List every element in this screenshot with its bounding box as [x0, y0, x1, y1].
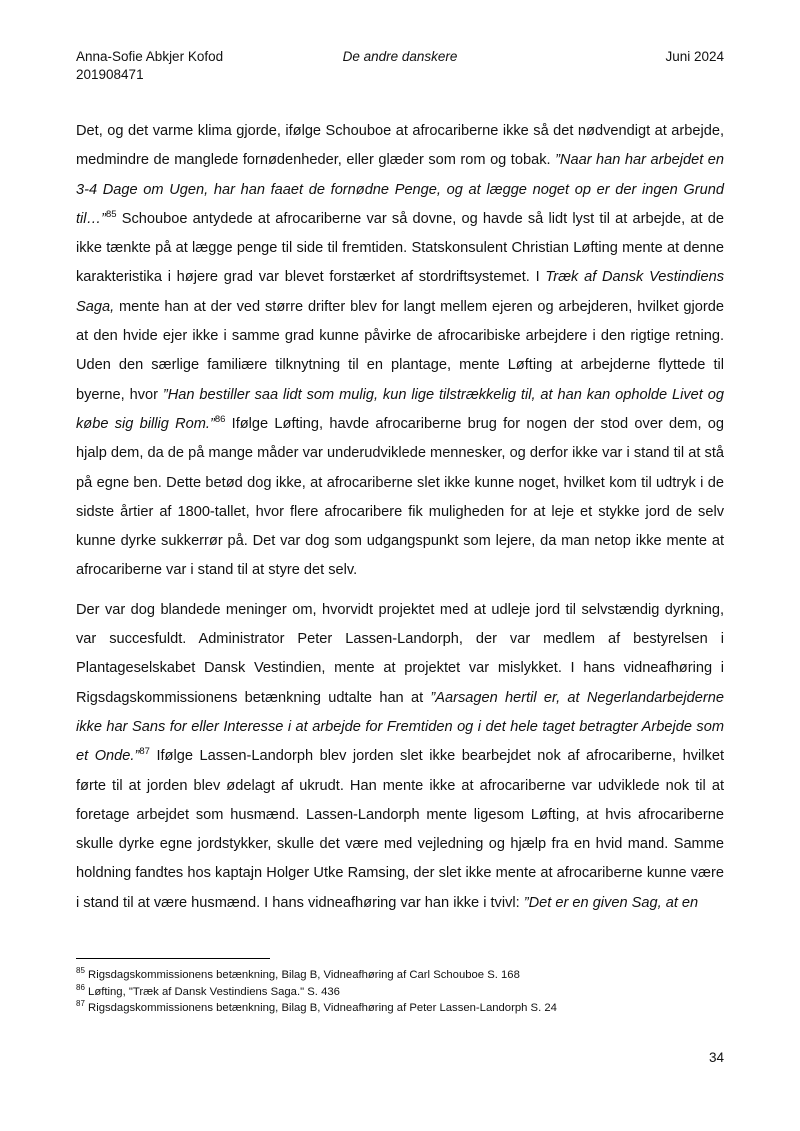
quote: ”Det er en given Sag, at en: [523, 894, 699, 911]
footnote-text: Løfting, "Træk af Dansk Vestindiens Saga." S. 436: [84, 985, 340, 998]
header-date: Juni 2024: [665, 49, 724, 64]
quote: ”Han bestiller saa lidt som mulig, kun lige tilstrækkelig til, at han kan opholde Livet og købe sig billig Rom.”: [76, 386, 724, 432]
footnote-87: [76, 1000, 736, 1017]
footnote-separator: [76, 958, 270, 959]
paragraph-2: [76, 596, 724, 918]
page-number: 34: [708, 1050, 724, 1065]
footnote-text: Rigsdagskommissionens betænkning, Bilag B, Vidneafhøring af Carl Schouboe S. 168: [84, 969, 520, 981]
text-span: Det, og det varme klima gjorde, ifølge Schouboe at afrocariberne ikke så det nødvendigt at arbejde, medmindre de manglede fornødenheder, eller glæder som rom og tobak.: [76, 123, 724, 169]
footnote-ref[interactable]: 85: [106, 209, 117, 221]
body-text: [76, 117, 724, 918]
footnote-ref[interactable]: 86: [214, 414, 226, 426]
footnote-number: 86: [76, 982, 85, 992]
text-span: Schouboe antydede at afrocariberne var så dovne, og havde så lidt lyst til at arbejde, at de ikke tænkte på at lægge penge til side til fremtiden. Statskonsulent Christian Løfting mente at denne karakteristika i højere grad var blevet forstærket af stordriftsystemet. I: [76, 210, 724, 286]
text-span: mente han at der ved større drifter blev for langt mellem ejeren og arbejderen, hvilket gjorde at den hvide ejer ikke i samme grad kunne påvirke de afrocaribiske arbejdere i den rigtige retning. Uden den særlige familiære tilknytning til en plantage, mente Løfting at arbejderne flyttede til byerne, hvor: [76, 298, 724, 403]
text-span: Ifølge Løfting, havde afrocariberne brug for nogen der stod over dem, og hjalp dem, da de på mange måder var underudviklede mennesker, og derfor ikke var i stand til at stå på egne ben. Dette betød dog ikke, at afrocariberne slet ikke kunne noget, hvilket kom til udtryk i de sidste årtier af 1800-tallet, hvor flere afrocaribere fik muligheden for at leje et stykke jord de selv kunne dyrke sukkerrør på. Det var dog som udgangspunkt som lejere, da man netop ikke mente at afrocariberne var i stand til at styre det selv.: [76, 415, 724, 579]
quote: ”Naar han har arbejdet en 3-4 Dage om Ugen, har han faaet de fornødne Penge, og at lægge noget op er der ingen Grund til…”: [76, 152, 724, 227]
text-span: Ifølge Lassen-Landorph blev jorden slet ikke bearbejdet nok af afrocariberne, hvilket førte til at jorden blev ødelagt af ukrudt. Han mente ikke at afrocariberne var udviklede nok til at foretage arbejdet som husmænd. Lassen-Landorph mente ligesom Løfting, at hvis afrocariberne skulle dyrke egne jordstykker, skulle det være med vejledning og hjælp fra en hvid mand. Samme holdning fandtes hos kaptajn Holger Utke Ramsing, der slet ikke mente at afrocariberne kunne være i stand til at være husmænd. I hans vidneafhøring var han ikke i tvivl:: [76, 748, 724, 911]
header-title: De andre danskere: [342, 49, 458, 64]
book-title: Træk af Dansk Vestindiens Saga,: [76, 269, 724, 315]
footnote-text: Rigsdagskommissionens betænkning, Bilag B, Vidneafhøring af Peter Lassen-Landorph S. 24: [84, 1002, 557, 1014]
header-student-id: 201908471: [76, 67, 144, 82]
text-span: Der var dog blandede meninger om, hvorvidt projektet med at udleje jord til selvstændig dyrkning, var succesfuldt. Administrator Peter Lassen-Landorph, der var medlem af bestyrelsen i Plantageselskabet Dansk Vestindien, mente at projektet var mislykket. I hans vidneafhøring i Rigsdagskommissionens betænkning udtalte han at: [76, 601, 724, 706]
footnote-86: [76, 984, 736, 1001]
footnote-85: [76, 967, 736, 984]
quote: ”Aarsagen hertil er, at Negerlandarbejderne ikke har Sans for eller Interesse i at arbejde for Fremtiden og i det hele taget betragter Arbejde som et Onde.”: [76, 689, 724, 765]
paragraph-1: [76, 117, 724, 586]
footnote-number: 85: [76, 966, 85, 976]
footnote-ref[interactable]: 87: [139, 746, 150, 758]
footnote-number: 87: [76, 999, 85, 1009]
header-author: Anna-Sofie Abkjer Kofod: [76, 49, 224, 64]
footnotes: [76, 967, 736, 1017]
